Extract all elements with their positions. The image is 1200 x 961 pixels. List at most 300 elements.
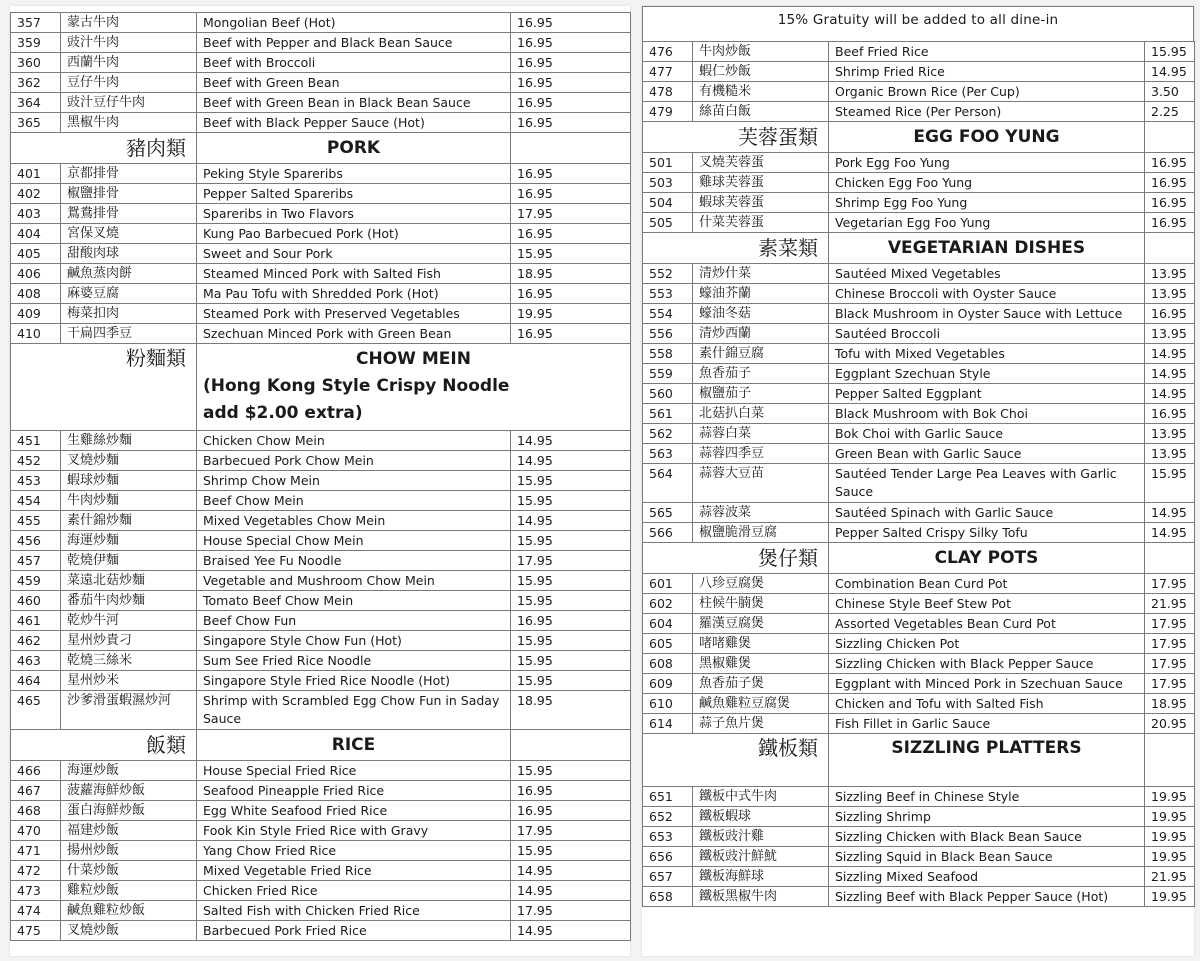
menu-item-row bbox=[643, 102, 1195, 122]
item-english-name: Vegetable and Mushroom Chow Mein bbox=[197, 571, 511, 591]
item-english-name: Beef with Green Bean bbox=[197, 73, 511, 93]
item-number: 461 bbox=[11, 611, 61, 631]
item-number: 452 bbox=[11, 451, 61, 471]
item-price: 18.95 bbox=[511, 691, 631, 730]
item-number: 365 bbox=[11, 113, 61, 133]
menu-item-row bbox=[11, 113, 631, 133]
item-number: 478 bbox=[643, 82, 693, 102]
item-chinese-name: 牛肉炒麵 bbox=[61, 491, 197, 511]
item-chinese-name: 什菜芙蓉蛋 bbox=[693, 213, 829, 233]
item-number: 558 bbox=[643, 344, 693, 364]
item-chinese-name: 梅菜扣肉 bbox=[61, 304, 197, 324]
item-chinese-name: 揚州炒飯 bbox=[61, 841, 197, 861]
item-number: 456 bbox=[11, 531, 61, 551]
item-number: 404 bbox=[11, 224, 61, 244]
item-english-name: Chicken Chow Mein bbox=[197, 431, 511, 451]
menu-item-row bbox=[11, 691, 631, 730]
item-number: 364 bbox=[11, 93, 61, 113]
item-price: 16.95 bbox=[511, 113, 631, 133]
menu-item-row bbox=[11, 781, 631, 801]
menu-item-row bbox=[11, 551, 631, 571]
item-number: 657 bbox=[643, 867, 693, 887]
item-chinese-name: 豉汁牛肉 bbox=[61, 33, 197, 53]
menu-item-row bbox=[11, 921, 631, 941]
item-price: 16.95 bbox=[511, 184, 631, 204]
menu-item-row bbox=[643, 384, 1195, 404]
item-english-name: Singapore Style Fried Rice Noodle (Hot) bbox=[197, 671, 511, 691]
item-english-name: Sizzling Beef in Chinese Style bbox=[829, 787, 1145, 807]
item-number: 554 bbox=[643, 304, 693, 324]
item-english-name: Beef with Green Bean in Black Bean Sauce bbox=[197, 93, 511, 113]
item-number: 501 bbox=[643, 153, 693, 173]
item-number: 601 bbox=[643, 574, 693, 594]
item-number: 556 bbox=[643, 324, 693, 344]
item-number: 609 bbox=[643, 674, 693, 694]
section-chinese-title: 飯類 bbox=[11, 730, 197, 761]
menu-item-row bbox=[643, 867, 1195, 887]
section-header-row bbox=[11, 344, 631, 431]
item-chinese-name: 豆仔牛肉 bbox=[61, 73, 197, 93]
item-price: 21.95 bbox=[1145, 594, 1195, 614]
menu-item-row bbox=[643, 324, 1195, 344]
item-price: 17.95 bbox=[511, 551, 631, 571]
item-price: 21.95 bbox=[1145, 867, 1195, 887]
menu-item-row bbox=[11, 901, 631, 921]
item-price: 14.95 bbox=[1145, 523, 1195, 543]
item-english-name: Sweet and Sour Pork bbox=[197, 244, 511, 264]
section-header-row bbox=[643, 543, 1195, 574]
item-price: 16.95 bbox=[511, 93, 631, 113]
item-chinese-name: 蒜蓉白菜 bbox=[693, 424, 829, 444]
item-number: 474 bbox=[11, 901, 61, 921]
menu-item-row bbox=[643, 847, 1195, 867]
item-english-name: Chicken Fried Rice bbox=[197, 881, 511, 901]
menu-item-row bbox=[11, 491, 631, 511]
item-chinese-name: 蝦球炒麵 bbox=[61, 471, 197, 491]
menu-item-row bbox=[11, 671, 631, 691]
item-number: 605 bbox=[643, 634, 693, 654]
item-english-name: Mongolian Beef (Hot) bbox=[197, 13, 511, 33]
item-english-name: Barbecued Pork Fried Rice bbox=[197, 921, 511, 941]
item-number: 359 bbox=[11, 33, 61, 53]
item-price: 19.95 bbox=[1145, 787, 1195, 807]
item-english-name: Sautéed Spinach with Garlic Sauce bbox=[829, 503, 1145, 523]
item-price: 15.95 bbox=[511, 591, 631, 611]
item-english-name: Fish Fillet in Garlic Sauce bbox=[829, 714, 1145, 734]
item-english-name: Sizzling Beef with Black Pepper Sauce (Hot) bbox=[829, 887, 1145, 907]
menu-item-row bbox=[643, 424, 1195, 444]
item-english-name: Sautéed Broccoli bbox=[829, 324, 1145, 344]
item-price: 13.95 bbox=[1145, 324, 1195, 344]
menu-item-row bbox=[643, 284, 1195, 304]
item-english-name: Green Bean with Garlic Sauce bbox=[829, 444, 1145, 464]
item-english-name: Ma Pau Tofu with Shredded Pork (Hot) bbox=[197, 284, 511, 304]
item-price: 17.95 bbox=[511, 821, 631, 841]
menu-item-row bbox=[643, 153, 1195, 173]
menu-item-row bbox=[643, 654, 1195, 674]
menu-item-row bbox=[643, 464, 1195, 503]
item-number: 653 bbox=[643, 827, 693, 847]
item-price: 14.95 bbox=[1145, 503, 1195, 523]
item-number: 362 bbox=[11, 73, 61, 93]
item-number: 409 bbox=[11, 304, 61, 324]
item-number: 459 bbox=[11, 571, 61, 591]
menu-item-row bbox=[643, 304, 1195, 324]
item-english-name: Seafood Pineapple Fried Rice bbox=[197, 781, 511, 801]
item-price: 19.95 bbox=[1145, 827, 1195, 847]
item-chinese-name: 福建炒飯 bbox=[61, 821, 197, 841]
item-chinese-name: 番茄牛肉炒麵 bbox=[61, 591, 197, 611]
item-price: 15.95 bbox=[511, 244, 631, 264]
item-english-name: Beef with Pepper and Black Bean Sauce bbox=[197, 33, 511, 53]
item-price: 16.95 bbox=[511, 73, 631, 93]
item-number: 562 bbox=[643, 424, 693, 444]
section-chinese-title: 鐵板類 bbox=[643, 734, 829, 787]
item-english-name: Shrimp with Scrambled Egg Chow Fun in Saday Sauce bbox=[197, 691, 511, 730]
item-english-name: Chicken Egg Foo Yung bbox=[829, 173, 1145, 193]
item-number: 552 bbox=[643, 264, 693, 284]
item-price: 16.95 bbox=[511, 53, 631, 73]
item-number: 476 bbox=[643, 42, 693, 62]
section-english-title: VEGETARIAN DISHES bbox=[829, 233, 1145, 264]
item-chinese-name: 清炒西蘭 bbox=[693, 324, 829, 344]
item-chinese-name: 鐵板豉汁鮮魷 bbox=[693, 847, 829, 867]
menu-item-row bbox=[11, 53, 631, 73]
item-price: 20.95 bbox=[1145, 714, 1195, 734]
item-english-name: Eggplant Szechuan Style bbox=[829, 364, 1145, 384]
item-price: 15.95 bbox=[511, 491, 631, 511]
item-price: 15.95 bbox=[511, 631, 631, 651]
item-price: 15.95 bbox=[511, 651, 631, 671]
item-number: 466 bbox=[11, 761, 61, 781]
item-number: 503 bbox=[643, 173, 693, 193]
menu-item-row bbox=[643, 714, 1195, 734]
menu-item-row bbox=[11, 611, 631, 631]
item-chinese-name: 叉燒炒飯 bbox=[61, 921, 197, 941]
item-english-name: Spareribs in Two Flavors bbox=[197, 204, 511, 224]
item-number: 602 bbox=[643, 594, 693, 614]
item-number: 610 bbox=[643, 694, 693, 714]
item-chinese-name: 蠔油冬菇 bbox=[693, 304, 829, 324]
menu-item-row bbox=[643, 787, 1195, 807]
item-price: 16.95 bbox=[511, 284, 631, 304]
item-number: 564 bbox=[643, 464, 693, 503]
item-price: 16.95 bbox=[1145, 213, 1195, 233]
item-chinese-name: 海運炒麵 bbox=[61, 531, 197, 551]
item-chinese-name: 沙爹滑蛋蝦濕炒河 bbox=[61, 691, 197, 730]
item-english-name: Kung Pao Barbecued Pork (Hot) bbox=[197, 224, 511, 244]
item-chinese-name: 羅漢豆腐煲 bbox=[693, 614, 829, 634]
item-number: 477 bbox=[643, 62, 693, 82]
item-price: 15.95 bbox=[511, 531, 631, 551]
item-price: 17.95 bbox=[1145, 674, 1195, 694]
section-chinese-title: 素菜類 bbox=[643, 233, 829, 264]
item-english-name: Beef with Broccoli bbox=[197, 53, 511, 73]
menu-item-row bbox=[11, 73, 631, 93]
item-price: 14.95 bbox=[511, 511, 631, 531]
menu-item-row bbox=[11, 164, 631, 184]
item-number: 553 bbox=[643, 284, 693, 304]
item-number: 463 bbox=[11, 651, 61, 671]
item-chinese-name: 椒鹽脆滑豆腐 bbox=[693, 523, 829, 543]
section-blank-cell bbox=[1145, 734, 1195, 787]
item-chinese-name: 雞球芙蓉蛋 bbox=[693, 173, 829, 193]
item-number: 651 bbox=[643, 787, 693, 807]
item-english-name: Sizzling Chicken Pot bbox=[829, 634, 1145, 654]
item-chinese-name: 什菜炒飯 bbox=[61, 861, 197, 881]
item-number: 658 bbox=[643, 887, 693, 907]
menu-item-row bbox=[11, 264, 631, 284]
item-chinese-name: 星州炒貴刁 bbox=[61, 631, 197, 651]
item-number: 406 bbox=[11, 264, 61, 284]
item-english-name: Sizzling Chicken with Black Bean Sauce bbox=[829, 827, 1145, 847]
item-chinese-name: 乾炒牛河 bbox=[61, 611, 197, 631]
item-english-name: Beef Fried Rice bbox=[829, 42, 1145, 62]
item-english-name: Sizzling Shrimp bbox=[829, 807, 1145, 827]
item-chinese-name: 海運炒飯 bbox=[61, 761, 197, 781]
item-chinese-name: 椒鹽排骨 bbox=[61, 184, 197, 204]
item-number: 454 bbox=[11, 491, 61, 511]
item-english-name: Shrimp Fried Rice bbox=[829, 62, 1145, 82]
menu-item-row bbox=[643, 887, 1195, 907]
item-english-name: Bok Choi with Garlic Sauce bbox=[829, 424, 1145, 444]
item-english-name: Peking Style Spareribs bbox=[197, 164, 511, 184]
item-english-name: Beef with Black Pepper Sauce (Hot) bbox=[197, 113, 511, 133]
item-price: 17.95 bbox=[1145, 614, 1195, 634]
item-number: 656 bbox=[643, 847, 693, 867]
item-number: 565 bbox=[643, 503, 693, 523]
menu-item-row bbox=[643, 213, 1195, 233]
menu-item-row bbox=[11, 284, 631, 304]
item-english-name: Assorted Vegetables Bean Curd Pot bbox=[829, 614, 1145, 634]
item-price: 14.95 bbox=[1145, 62, 1195, 82]
item-number: 403 bbox=[11, 204, 61, 224]
item-chinese-name: 蒜蓉四季豆 bbox=[693, 444, 829, 464]
item-price: 17.95 bbox=[1145, 574, 1195, 594]
menu-item-row bbox=[643, 344, 1195, 364]
item-chinese-name: 星州炒米 bbox=[61, 671, 197, 691]
item-price: 15.95 bbox=[511, 571, 631, 591]
item-number: 473 bbox=[11, 881, 61, 901]
section-english-title: SIZZLING PLATTERS bbox=[829, 734, 1145, 787]
menu-page-left bbox=[10, 6, 630, 956]
item-number: 451 bbox=[11, 431, 61, 451]
item-english-name: Egg White Seafood Fried Rice bbox=[197, 801, 511, 821]
item-price: 16.95 bbox=[1145, 173, 1195, 193]
menu-item-row bbox=[11, 591, 631, 611]
item-price: 16.95 bbox=[1145, 404, 1195, 424]
menu-table-left bbox=[10, 12, 631, 941]
menu-item-row bbox=[11, 184, 631, 204]
item-english-name: Vegetarian Egg Foo Yung bbox=[829, 213, 1145, 233]
item-price: 13.95 bbox=[1145, 284, 1195, 304]
item-english-name: House Special Fried Rice bbox=[197, 761, 511, 781]
item-chinese-name: 有機糙米 bbox=[693, 82, 829, 102]
item-price: 15.95 bbox=[511, 671, 631, 691]
section-english-title: EGG FOO YUNG bbox=[829, 122, 1145, 153]
item-english-name: Pepper Salted Spareribs bbox=[197, 184, 511, 204]
item-price: 14.95 bbox=[511, 451, 631, 471]
menu-item-row bbox=[11, 631, 631, 651]
item-price: 16.95 bbox=[1145, 153, 1195, 173]
item-english-name: Sizzling Chicken with Black Pepper Sauce bbox=[829, 654, 1145, 674]
menu-item-row bbox=[11, 531, 631, 551]
item-english-name: Chinese Broccoli with Oyster Sauce bbox=[829, 284, 1145, 304]
menu-item-row bbox=[643, 503, 1195, 523]
item-number: 455 bbox=[11, 511, 61, 531]
item-number: 559 bbox=[643, 364, 693, 384]
item-chinese-name: 魚香茄子煲 bbox=[693, 674, 829, 694]
section-blank-cell bbox=[1145, 543, 1195, 574]
item-number: 614 bbox=[643, 714, 693, 734]
menu-item-row bbox=[11, 244, 631, 264]
menu-item-row bbox=[643, 193, 1195, 213]
item-chinese-name: 鹹魚雞粒炒飯 bbox=[61, 901, 197, 921]
section-english-title: CLAY POTS bbox=[829, 543, 1145, 574]
item-english-name: Shrimp Chow Mein bbox=[197, 471, 511, 491]
item-chinese-name: 鹹魚蒸肉餅 bbox=[61, 264, 197, 284]
item-chinese-name: 黑椒雞煲 bbox=[693, 654, 829, 674]
item-price: 19.95 bbox=[511, 304, 631, 324]
item-number: 467 bbox=[11, 781, 61, 801]
item-english-name: Chicken and Tofu with Salted Fish bbox=[829, 694, 1145, 714]
item-chinese-name: 蝦仁炒飯 bbox=[693, 62, 829, 82]
menu-page-right bbox=[642, 6, 1194, 956]
item-price: 14.95 bbox=[511, 861, 631, 881]
item-number: 608 bbox=[643, 654, 693, 674]
item-number: 479 bbox=[643, 102, 693, 122]
menu-item-row bbox=[11, 451, 631, 471]
menu-item-row bbox=[643, 594, 1195, 614]
item-number: 505 bbox=[643, 213, 693, 233]
item-chinese-name: 乾燒伊麵 bbox=[61, 551, 197, 571]
menu-item-row bbox=[643, 807, 1195, 827]
item-chinese-name: 素什錦豆腐 bbox=[693, 344, 829, 364]
item-number: 408 bbox=[11, 284, 61, 304]
item-number: 464 bbox=[11, 671, 61, 691]
item-chinese-name: 豉汁豆仔牛肉 bbox=[61, 93, 197, 113]
item-english-name: Beef Chow Fun bbox=[197, 611, 511, 631]
item-english-name: Pepper Salted Eggplant bbox=[829, 384, 1145, 404]
item-english-name: Shrimp Egg Foo Yung bbox=[829, 193, 1145, 213]
item-english-name: Salted Fish with Chicken Fried Rice bbox=[197, 901, 511, 921]
item-price: 16.95 bbox=[511, 13, 631, 33]
item-price: 17.95 bbox=[511, 901, 631, 921]
menu-item-row bbox=[643, 404, 1195, 424]
item-chinese-name: 蒜子魚片煲 bbox=[693, 714, 829, 734]
item-chinese-name: 宮保叉燒 bbox=[61, 224, 197, 244]
item-chinese-name: 蒜蓉大豆苗 bbox=[693, 464, 829, 503]
item-price: 16.95 bbox=[1145, 193, 1195, 213]
menu-item-row bbox=[11, 511, 631, 531]
item-price: 2.25 bbox=[1145, 102, 1195, 122]
item-number: 604 bbox=[643, 614, 693, 634]
item-price: 13.95 bbox=[1145, 424, 1195, 444]
item-number: 471 bbox=[11, 841, 61, 861]
item-price: 17.95 bbox=[511, 204, 631, 224]
item-english-name: Singapore Style Chow Fun (Hot) bbox=[197, 631, 511, 651]
item-number: 457 bbox=[11, 551, 61, 571]
item-number: 360 bbox=[11, 53, 61, 73]
menu-item-row bbox=[11, 761, 631, 781]
item-chinese-name: 鐵板豉汁雞 bbox=[693, 827, 829, 847]
menu-item-row bbox=[643, 264, 1195, 284]
item-number: 472 bbox=[11, 861, 61, 881]
item-english-name: Steamed Rice (Per Person) bbox=[829, 102, 1145, 122]
item-price: 16.95 bbox=[511, 224, 631, 244]
item-price: 3.50 bbox=[1145, 82, 1195, 102]
item-number: 468 bbox=[11, 801, 61, 821]
item-english-name: Sizzling Squid in Black Bean Sauce bbox=[829, 847, 1145, 867]
section-header-row bbox=[643, 734, 1195, 787]
menu-item-row bbox=[643, 634, 1195, 654]
menu-item-row bbox=[11, 861, 631, 881]
item-chinese-name: 甜酸肉球 bbox=[61, 244, 197, 264]
section-blank-cell bbox=[511, 730, 631, 761]
item-number: 475 bbox=[11, 921, 61, 941]
item-number: 560 bbox=[643, 384, 693, 404]
item-chinese-name: 乾燒三絲米 bbox=[61, 651, 197, 671]
item-number: 563 bbox=[643, 444, 693, 464]
section-header-row bbox=[11, 133, 631, 164]
item-price: 16.95 bbox=[511, 801, 631, 821]
item-chinese-name: 啫啫雞煲 bbox=[693, 634, 829, 654]
item-chinese-name: 鹹魚雞粒豆腐煲 bbox=[693, 694, 829, 714]
item-chinese-name: 干扁四季豆 bbox=[61, 324, 197, 344]
item-english-name: Chinese Style Beef Stew Pot bbox=[829, 594, 1145, 614]
gratuity-notice: 15% Gratuity will be added to all dine-in bbox=[642, 6, 1194, 41]
item-number: 401 bbox=[11, 164, 61, 184]
item-number: 652 bbox=[643, 807, 693, 827]
menu-item-row bbox=[11, 204, 631, 224]
item-number: 460 bbox=[11, 591, 61, 611]
item-chinese-name: 叉燒炒麵 bbox=[61, 451, 197, 471]
menu-item-row bbox=[643, 523, 1195, 543]
item-english-name: Sautéed Mixed Vegetables bbox=[829, 264, 1145, 284]
item-price: 13.95 bbox=[1145, 444, 1195, 464]
item-chinese-name: 麻婆豆腐 bbox=[61, 284, 197, 304]
item-price: 14.95 bbox=[511, 921, 631, 941]
item-chinese-name: 北菇扒白菜 bbox=[693, 404, 829, 424]
menu-item-row bbox=[11, 93, 631, 113]
item-number: 462 bbox=[11, 631, 61, 651]
item-chinese-name: 雞粒炒飯 bbox=[61, 881, 197, 901]
section-english-title bbox=[197, 344, 631, 431]
item-number: 504 bbox=[643, 193, 693, 213]
menu-item-row bbox=[643, 173, 1195, 193]
item-price: 15.95 bbox=[511, 841, 631, 861]
menu-item-row bbox=[643, 614, 1195, 634]
menu-item-row bbox=[11, 224, 631, 244]
item-english-name: Mixed Vegetable Fried Rice bbox=[197, 861, 511, 881]
section-english-title: PORK bbox=[197, 133, 511, 164]
section-chinese-title: 煲仔類 bbox=[643, 543, 829, 574]
item-chinese-name: 素什錦炒麵 bbox=[61, 511, 197, 531]
item-chinese-name: 鐵板海鮮球 bbox=[693, 867, 829, 887]
item-number: 402 bbox=[11, 184, 61, 204]
section-blank-cell bbox=[1145, 122, 1195, 153]
item-chinese-name: 黑椒牛肉 bbox=[61, 113, 197, 133]
item-price: 16.95 bbox=[511, 164, 631, 184]
section-blank-cell bbox=[1145, 233, 1195, 264]
item-price: 18.95 bbox=[511, 264, 631, 284]
item-chinese-name: 西蘭牛肉 bbox=[61, 53, 197, 73]
item-number: 405 bbox=[11, 244, 61, 264]
item-chinese-name: 牛肉炒飯 bbox=[693, 42, 829, 62]
item-price: 17.95 bbox=[1145, 634, 1195, 654]
menu-item-row bbox=[11, 324, 631, 344]
item-price: 14.95 bbox=[511, 431, 631, 451]
